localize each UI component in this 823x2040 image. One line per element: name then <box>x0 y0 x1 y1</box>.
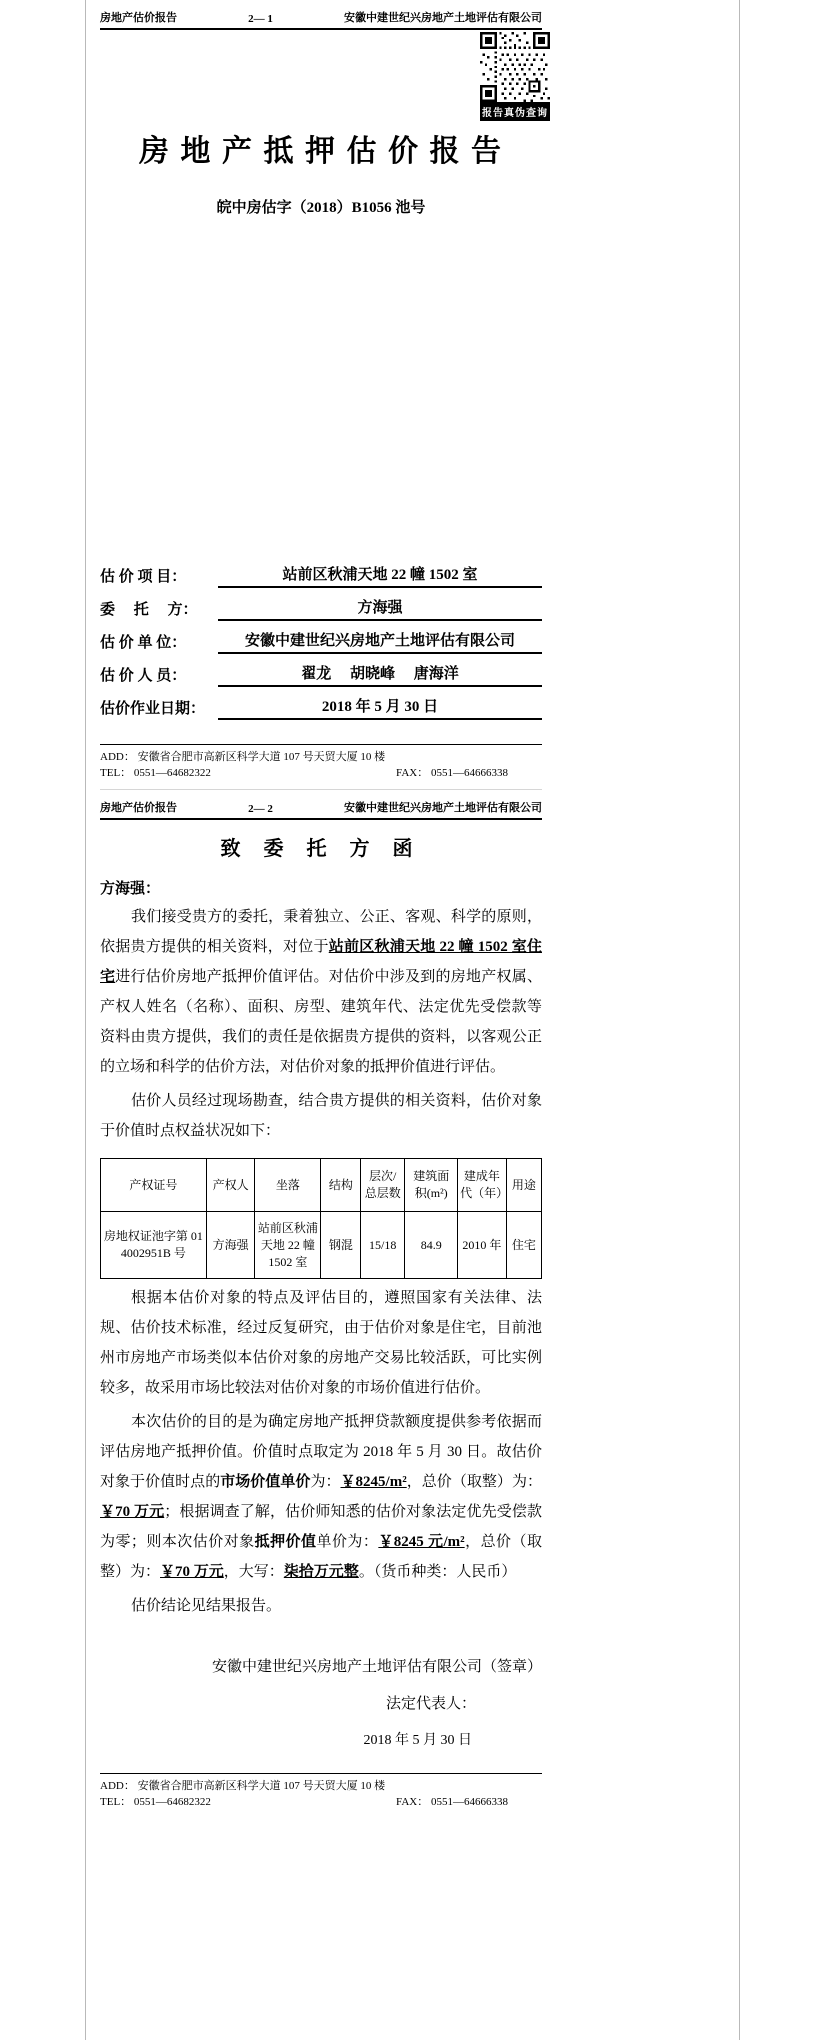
letter-paragraph-5: 估价结论见结果报告。 <box>131 1598 282 1614</box>
para4-total-price-1: ￥70 万元 <box>100 1504 165 1520</box>
para1-subject-property: 站前区秋浦天地 22 幢 1502 室住宅 <box>100 939 542 985</box>
cell-certificate-no: 房地权证池字第 014002951B 号 <box>101 1212 207 1279</box>
cell-use: 住宅 <box>506 1212 541 1279</box>
header-doc-title: 房地产估价报告 <box>100 802 177 814</box>
cover-fields <box>100 555 542 720</box>
col-structure: 结构 <box>321 1159 361 1212</box>
document-sheet <box>85 0 740 2040</box>
field-project-value: 站前区秋浦天地 22 幢 1502 室 <box>218 563 542 588</box>
para4-mortgage-value-term: 抵押价值 <box>254 1534 317 1550</box>
para4-amount-in-words: 柒拾万元整 <box>283 1564 359 1580</box>
cell-location: 站前区秋浦天地 22 幢 1502 室 <box>255 1212 321 1279</box>
field-agency <box>100 621 542 654</box>
footer-tel: TEL： 0551—64682322 <box>100 1796 211 1808</box>
cell-floor: 15/18 <box>361 1212 405 1279</box>
field-appraisers <box>100 654 542 687</box>
col-owner: 产权人 <box>206 1159 255 1212</box>
para4-total-price-2: ￥70 万元 <box>160 1564 224 1580</box>
cell-floor-area: 84.9 <box>405 1212 458 1279</box>
para4-market-value-term: 市场价值单价 <box>220 1474 311 1490</box>
footer-fax: FAX： 0551—64666338 <box>396 767 508 779</box>
table-row <box>101 1212 542 1279</box>
para1-text-b: 进行估价房地产抵押价值评估。对估价中涉及到的房地产权属、产权人姓名（名称）、面积、房型、建筑年代、法定优先受偿款等资料由贵方提供，我们的责任是依据贵方提供的资料，以客观公正的立场和科学的估价方法，对估价对象的抵押价值进行评估。 <box>100 969 542 1075</box>
para4-text-g: ，大写： <box>223 1564 284 1580</box>
para4-text-c: ，总价（取整）为： <box>406 1474 542 1490</box>
header-page-number: 2— 1 <box>248 13 273 25</box>
letter-salutation: 方海强： <box>100 881 161 897</box>
field-project-label: 估 价 项 目： <box>100 569 187 585</box>
qr-code-icon <box>480 32 550 102</box>
field-appraisal-date-value: 2018 年 5 月 30 日 <box>218 695 542 720</box>
cell-owner: 方海强 <box>206 1212 255 1279</box>
table-header-row <box>101 1159 542 1212</box>
footer-tel: TEL： 0551—64682322 <box>100 767 211 779</box>
field-agency-value: 安徽中建世纪兴房地产土地评估有限公司 <box>218 629 542 654</box>
header-company-name: 安徽中建世纪兴房地产土地评估有限公司 <box>344 802 542 814</box>
signature-legal-representative: 法定代表人： <box>385 1696 476 1712</box>
header-page-number: 2— 2 <box>248 803 273 815</box>
footer-address: ADD： 安徽省合肥市高新区科学大道 107 号天贸大厦 10 楼 <box>100 1780 386 1792</box>
field-project <box>100 555 542 588</box>
signature-company: 安徽中建世纪兴房地产土地评估有限公司（签章） <box>211 1659 542 1675</box>
header-doc-title: 房地产估价报告 <box>100 12 177 24</box>
field-appraisal-date <box>100 687 542 720</box>
qr-verification-block <box>480 32 550 121</box>
cell-year-built: 2010 年 <box>458 1212 507 1279</box>
para4-text-a: 本次估价的目的是为确定房地产抵押贷款额度提供参考依据而评估房地产抵押价值。价值时点取定为 2018 年 5 月 30 日。故估价对象于价值时点的 <box>100 1414 542 1490</box>
field-appraisers-label: 估 价 人 员： <box>100 668 187 684</box>
page2-header <box>100 790 542 820</box>
field-appraisal-date-label: 估价作业日期： <box>100 701 206 717</box>
property-rights-table <box>100 1158 542 1279</box>
col-location: 坐落 <box>255 1159 321 1212</box>
cell-structure: 钢混 <box>321 1212 361 1279</box>
page1-footer <box>100 744 542 781</box>
qr-caption: 报告真伪查询 <box>480 102 550 121</box>
para1-text-a: 我们接受贵方的委托，秉着独立、公正、客观、科学的原则，依据贵方提供的相关资料，对位于 <box>100 909 542 955</box>
col-certificate-no: 产权证号 <box>101 1159 207 1212</box>
col-floor: 层次/总层数 <box>361 1159 405 1212</box>
letter-paragraph-4 <box>100 1407 542 1587</box>
para4-text-h: 。（货币种类：人民币） <box>358 1564 517 1580</box>
para4-unit-price-2: ￥8245 元/m² <box>378 1534 465 1550</box>
footer-fax: FAX： 0551—64666338 <box>396 1796 508 1808</box>
header-company-name: 安徽中建世纪兴房地产土地评估有限公司 <box>344 12 542 24</box>
footer-contacts <box>100 765 542 781</box>
letter-paragraph-3: 根据本估价对象的特点及评估目的，遵照国家有关法律、法规、估价技术标准，经过反复研究，由于估价对象是住宅，目前池州市房地产市场类似本估价对象的房地产交易比较活跃，可比实例较多，故采用市场比较法对估价对象的市场价值进行估价。 <box>100 1290 542 1396</box>
para4-text-f: ，总价（取整）为： <box>100 1534 542 1580</box>
para4-text-b: 为： <box>310 1474 341 1490</box>
field-client <box>100 588 542 621</box>
page2-footer <box>100 1773 542 1810</box>
report-number: 皖中房估字（2018）B1056 池号 <box>216 200 426 216</box>
col-use: 用途 <box>506 1159 541 1212</box>
footer-contacts <box>100 1794 542 1810</box>
field-client-value: 方海强 <box>218 596 542 621</box>
signature-date: 2018 年 5 月 30 日 <box>363 1733 472 1748</box>
footer-address: ADD： 安徽省合肥市高新区科学大道 107 号天贸大厦 10 楼 <box>100 751 386 763</box>
col-year-built: 建成年代（年） <box>458 1159 507 1212</box>
report-title: 房 地 产 抵 押 估 价 报 告 <box>139 135 503 168</box>
para4-text-e: 单价为： <box>316 1534 379 1550</box>
col-floor-area: 建筑面积(m²) <box>405 1159 458 1212</box>
field-client-label: 委 托 方： <box>100 602 198 618</box>
page1-header <box>100 0 542 30</box>
document-content <box>100 0 548 1810</box>
field-agency-label: 估 价 单 位： <box>100 635 187 651</box>
letter-title: 致 委 托 方 函 <box>220 838 422 860</box>
field-appraisers-value: 翟龙 胡晓峰 唐海洋 <box>218 662 542 687</box>
para4-unit-price-1: ￥8245/m² <box>340 1474 407 1490</box>
letter-paragraph-2: 估价人员经过现场勘查，结合贵方提供的相关资料，估价对象于价值时点权益状况如下： <box>100 1093 542 1139</box>
para4-text-d: ；根据调查了解，估价师知悉的估价对象法定优先受偿款为零；则本次估价对象 <box>100 1504 542 1550</box>
letter-paragraph-1 <box>100 902 542 1082</box>
